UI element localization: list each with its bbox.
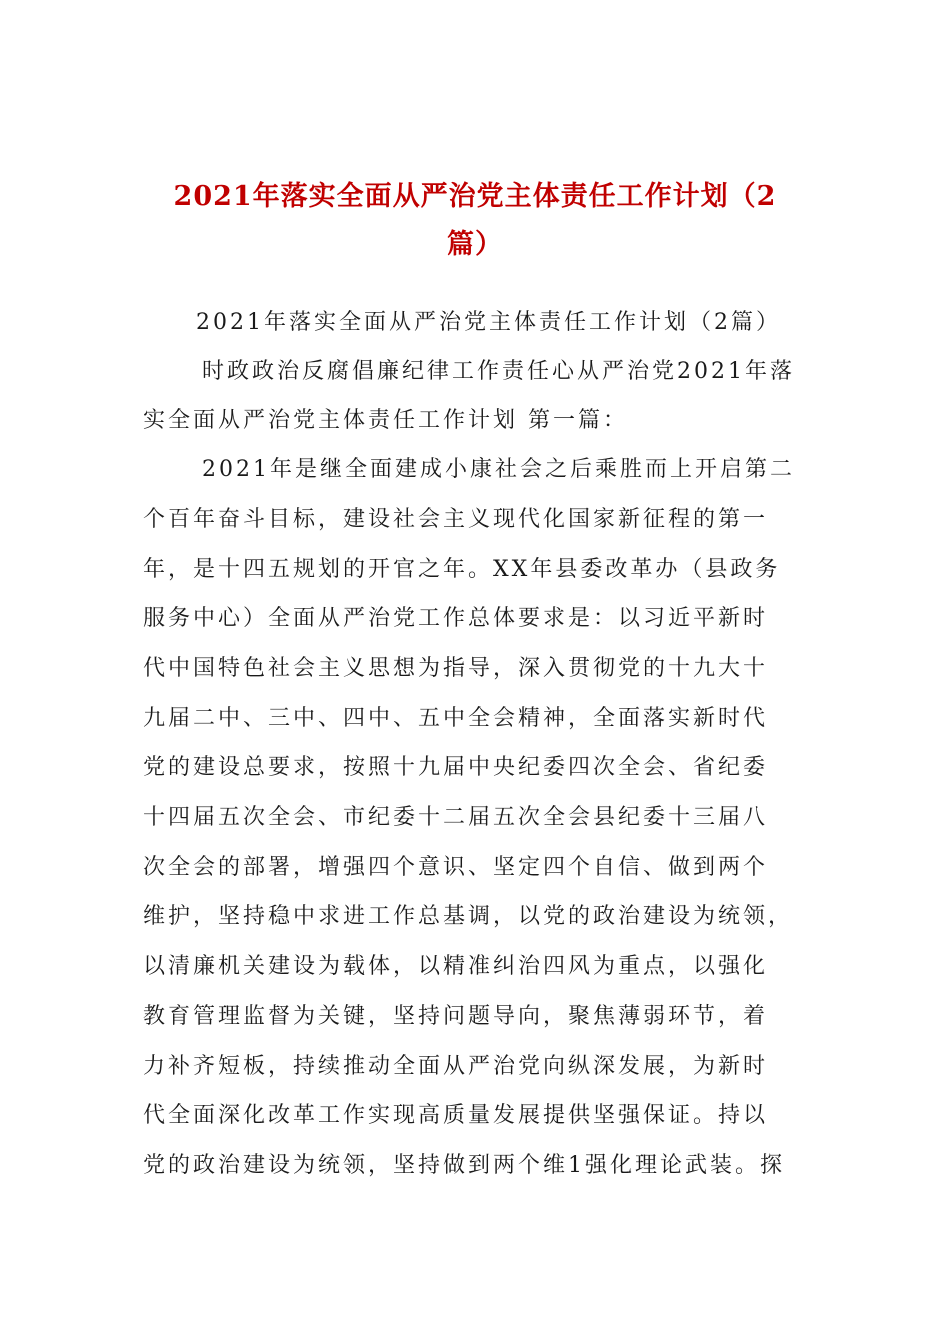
- title-line-2: 篇）: [447, 229, 503, 260]
- title-line-1: 2021年落实全面从严治党主体责任工作计划（2: [173, 181, 777, 212]
- body-line: 2021年是继全面建成小康社会之后乘胜而上开启第二: [202, 457, 795, 482]
- body-line: 以清廉机关建设为载体，以精准纠治四风为重点，以强化: [143, 954, 769, 979]
- body-line: 时政政治反腐倡廉纪律工作责任心从严治党2021年落: [202, 359, 795, 384]
- body-line: 实全面从严治党主体责任工作计划 第一篇：: [143, 408, 628, 433]
- document-title: [140, 173, 810, 269]
- body-line: 服务中心）全面从严治党工作总体要求是：以习近平新时: [143, 606, 769, 631]
- body-line: 个百年奋斗目标，建设社会主义现代化国家新征程的第一: [143, 507, 769, 532]
- body-line: 十四届五次全会、市纪委十二届五次全会县纪委十三届八: [143, 805, 769, 830]
- body-line: 代中国特色社会主义思想为指导，深入贯彻党的十九大十: [143, 656, 769, 681]
- body-line: 力补齐短板，持续推动全面从严治党向纵深发展，为新时: [143, 1054, 769, 1079]
- body-line: 教育管理监督为关键，坚持问题导向，聚焦薄弱环节，着: [143, 1004, 769, 1029]
- subtitle-line: 2021年落实全面从严治党主体责任工作计划（2篇）: [196, 310, 781, 335]
- body-line: 党的建设总要求，按照十九届中央纪委四次全会、省纪委: [143, 755, 769, 780]
- body-line: 维护，坚持稳中求进工作总基调，以党的政治建设为统领，: [143, 904, 794, 929]
- body-line: 年，是十四五规划的开官之年。XX年县委改革办（县政务: [143, 557, 781, 582]
- body-line: 九届二中、三中、四中、五中全会精神，全面落实新时代: [143, 706, 769, 731]
- body-line: 代全面深化改革工作实现高质量发展提供坚强保证。持以: [143, 1103, 769, 1128]
- body-line: 党的政治建设为统领，坚持做到两个维1强化理论武装。探: [143, 1153, 785, 1178]
- body-line: 次全会的部署，增强四个意识、坚定四个自信、做到两个: [143, 855, 769, 880]
